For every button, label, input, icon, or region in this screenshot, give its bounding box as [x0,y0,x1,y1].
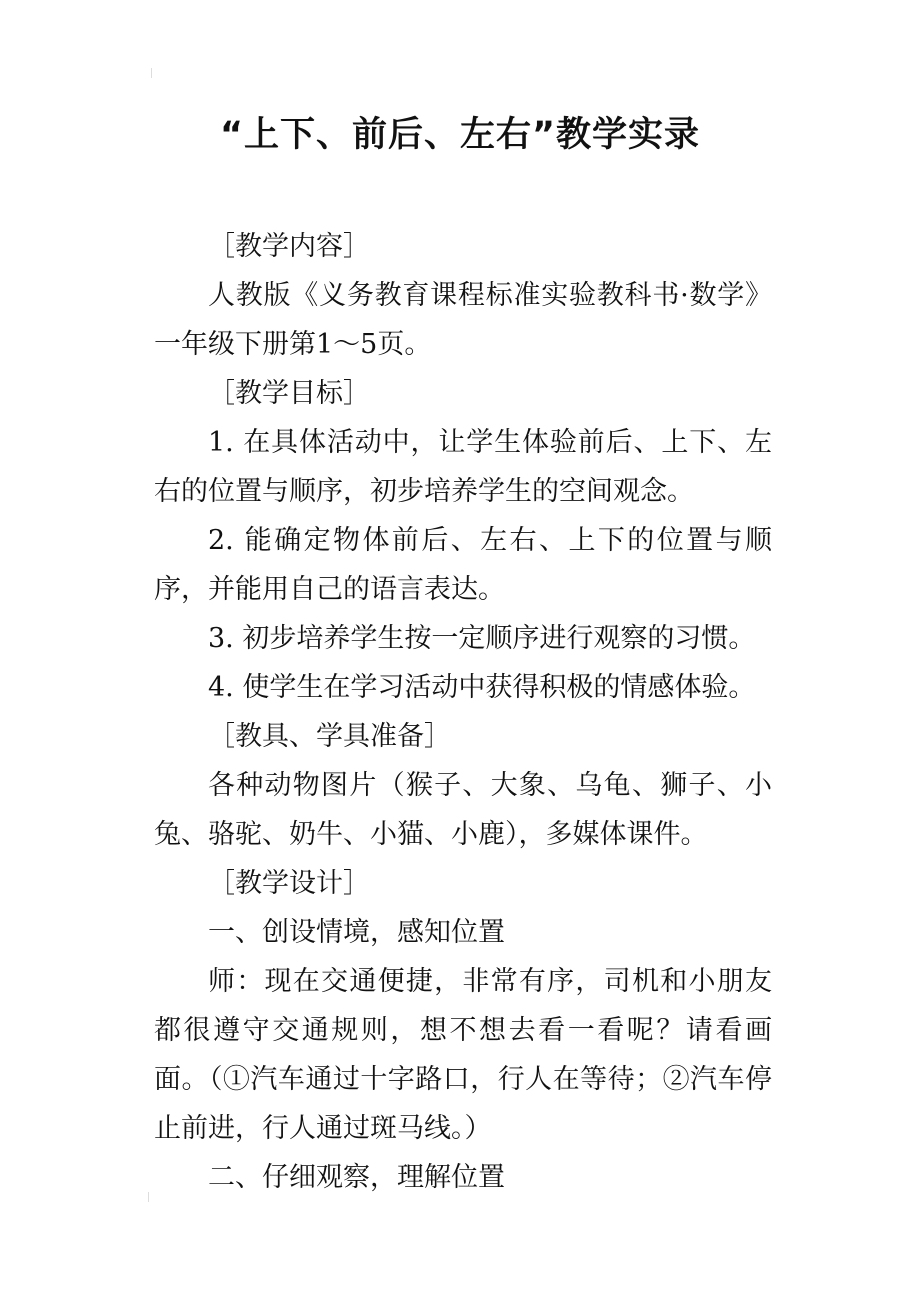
goal-item-3: 3. 初步培养学生按一定顺序进行观察的习惯。 [208,623,756,654]
scan-mark-bottom [148,1192,155,1202]
subheading-step-1: 一、创设情境，感知位置 [208,917,505,948]
goal-item-4: 4. 使学生在学习活动中获得积极的情感体验。 [208,672,756,703]
subheading-step-2: 二、仔细观察，理解位置 [208,1162,505,1193]
goal-item-1: 1. 在具体活动中，让学生体验前后、上下、左右的位置与顺序，初步培养学生的空间观念。 [154,427,772,507]
goal-item-2: 2. 能确定物体前后、左右、上下的位置与顺序，并能用自己的语言表达。 [154,525,772,605]
paragraph-textbook: 人教版《义务教育课程标准实验教科书·数学》一年级下册第1～5页。 [154,280,772,360]
section-heading-design: ［教学设计］ [208,868,370,899]
scan-mark-top [151,68,158,78]
document-title: “上下、前后、左右”教学实录 [219,115,700,155]
section-heading-goals: ［教学目标］ [208,378,370,409]
document-body [154,222,772,1202]
paragraph-teacher: 师：现在交通便捷，非常有序，司机和小朋友都很遵守交通规则，想不想去看一看呢？请看画面。（①汽车通过十字路口，行人在等待；②汽车停止前进，行人通过斑马线。） [154,966,772,1144]
section-heading-content: ［教学内容］ [208,231,370,262]
paragraph-materials: 各种动物图片（猴子、大象、乌龟、狮子、小兔、骆驼、奶牛、小猫、小鹿），多媒体课件。 [154,770,772,850]
section-heading-materials: ［教具、学具准备］ [208,721,451,752]
